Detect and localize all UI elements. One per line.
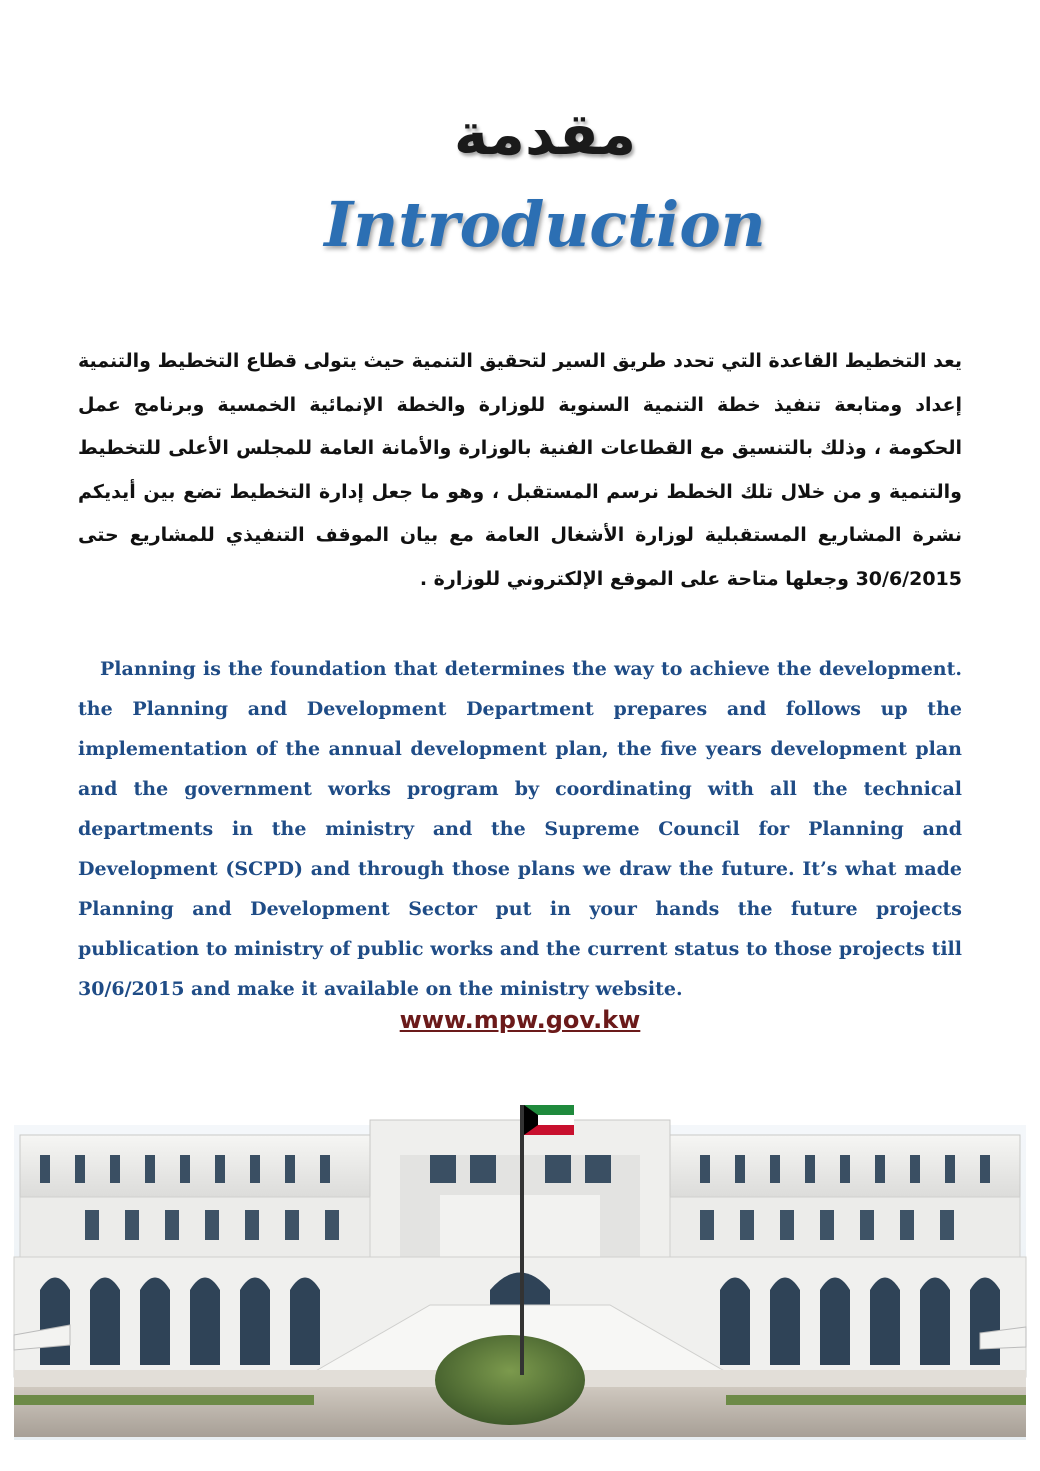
english-title: Introduction [324,188,766,261]
arabic-intro-paragraph: يعد التخطيط القاعدة التي تحدد طريق السير لتحقيق التنمية حيث يتولى قطاع التخطيط والتنمية إعداد ومتابعة تنفيذ خطة التنمية السنوية للوزارة والخطة الإنمائية الخمسية وبرنامج عمل الحكومة ، وذلك بالتنسيق مع القطاعات الفنية بالوزارة والأمانة العامة للمجلس الأعلى للتخطيط والتنمية و من خلال تلك الخطط نرسم المستقبل ، وهو ما جعل إدارة التخطيط تضع بين أيديكم نشرة المشاريع المستقبلية لوزارة الأشغال العامة مع بيان الموقف التنفيذي للمشاريع حتى 30/6/2015 وجعلها متاحة على الموقع الإلكتروني للوزارة . [78,350,962,590]
kuwait-flag-icon [524,1105,574,1135]
english-intro-paragraph: Planning is the foundation that determines the way to achieve the development. the Planning and Development Department prepares and follows up the implementation of the annual development plan, the five years development plan and the government works program by coordinating with all the technical departments in the ministry and the Supreme Council for Planning and Development (SCPD) and through those plans we draw the future. It’s what made Planning and Development Sector put in your hands the future projects publication to ministry of public works and the current status to those projects till 30/6/2015 and make it available on the ministry website. [78,658,962,1000]
arabic-title: مقدمة [453,100,637,168]
website-link[interactable]: www.mpw.gov.kw [399,1006,641,1034]
central-shrub [435,1335,585,1425]
ministry-building-photo [0,1095,1040,1445]
website-link-container [0,1006,1040,1034]
